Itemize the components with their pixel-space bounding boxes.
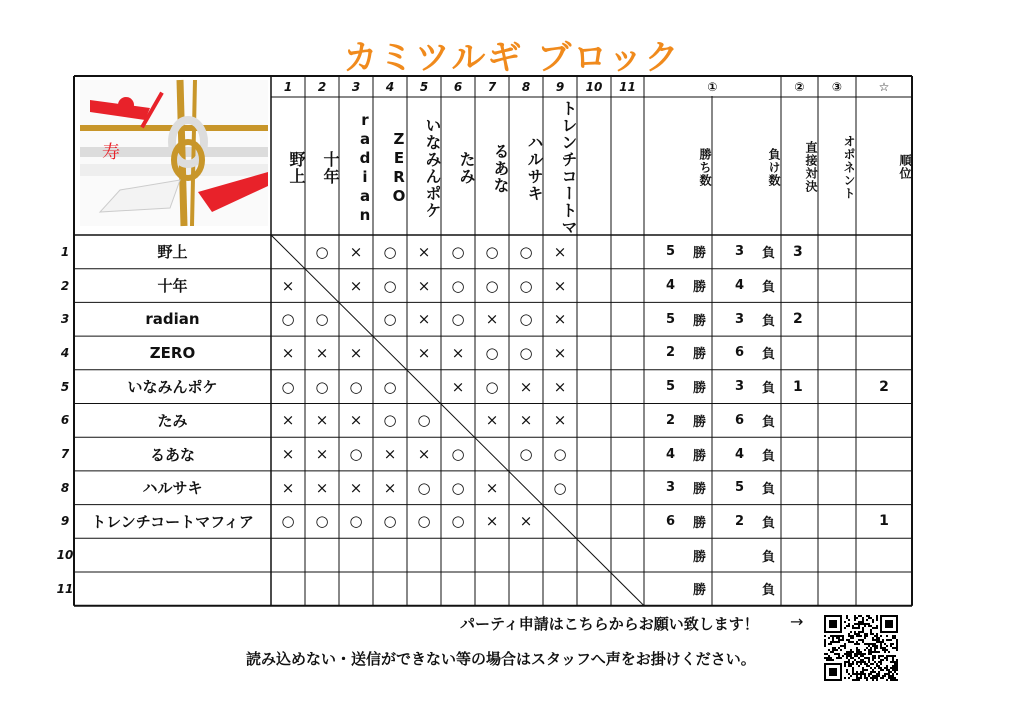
match-result-cell[interactable] xyxy=(271,235,305,269)
losses-cell xyxy=(712,370,781,404)
match-result-cell[interactable]: ○ xyxy=(315,310,329,329)
match-result-cell[interactable]: ○ xyxy=(281,377,295,396)
header-wins: 勝ち数 xyxy=(698,147,712,187)
wins-count: 5 xyxy=(665,311,675,327)
match-result-cell[interactable] xyxy=(407,538,441,572)
losses-cell xyxy=(712,235,781,269)
match-result-cell[interactable]: ○ xyxy=(383,242,397,261)
wins-unit: 勝 xyxy=(692,313,706,329)
column-header-player: 十年 xyxy=(321,151,340,185)
losses-unit: 負 xyxy=(761,381,775,397)
losses-count: 6 xyxy=(734,345,744,361)
match-result-cell[interactable]: ○ xyxy=(417,478,431,497)
match-result-cell[interactable]: × xyxy=(553,242,567,261)
wins-cell xyxy=(644,269,712,303)
match-result-cell[interactable]: × xyxy=(349,242,363,261)
row-number: 6 xyxy=(60,413,70,428)
player-name: たみ xyxy=(157,411,188,430)
wins-count: 2 xyxy=(665,345,675,361)
match-result-cell[interactable]: ○ xyxy=(383,276,397,295)
match-result-cell[interactable] xyxy=(509,471,543,505)
match-result-cell[interactable]: × xyxy=(417,310,431,329)
match-result-cell[interactable]: × xyxy=(383,445,397,464)
opponent-cell[interactable] xyxy=(818,235,856,269)
losses-unit: 負 xyxy=(761,482,775,498)
column-header-player: たみ xyxy=(457,151,476,185)
opponent-cell[interactable] xyxy=(818,505,856,539)
row-number: 11 xyxy=(56,581,74,596)
row-number: 10 xyxy=(56,548,74,563)
match-result-cell[interactable] xyxy=(305,538,339,572)
match-result-cell[interactable]: ○ xyxy=(519,242,533,261)
losses-unit: 負 xyxy=(761,448,775,464)
wins-cell xyxy=(644,370,712,404)
match-result-cell[interactable]: ○ xyxy=(383,411,397,430)
opponent-cell[interactable] xyxy=(818,572,856,606)
match-result-cell[interactable] xyxy=(611,269,644,303)
rank-cell[interactable] xyxy=(856,538,912,572)
match-result-cell[interactable]: ○ xyxy=(519,276,533,295)
staff-notice-text: 読み込めない・送信ができない等の場合はスタッフへ声をお掛けください。 xyxy=(246,650,756,668)
column-number: 8 xyxy=(521,79,531,94)
match-result-cell[interactable] xyxy=(305,572,339,606)
losses-count: 2 xyxy=(734,513,744,529)
losses-cell xyxy=(712,471,781,505)
direct-match-cell[interactable] xyxy=(781,404,818,438)
row-number: 7 xyxy=(60,447,70,462)
match-result-cell[interactable] xyxy=(407,370,441,404)
header-opponent: オポネント xyxy=(842,134,856,200)
match-result-cell[interactable]: ○ xyxy=(519,310,533,329)
direct-match-cell[interactable]: 2 xyxy=(793,311,803,328)
match-result-cell[interactable]: × xyxy=(315,343,329,362)
match-result-cell[interactable]: ○ xyxy=(349,512,363,531)
column-header-player: 野上 xyxy=(287,151,306,185)
opponent-cell[interactable] xyxy=(818,302,856,336)
match-result-cell[interactable]: × xyxy=(349,343,363,362)
match-result-cell[interactable]: × xyxy=(519,512,533,531)
rank-cell[interactable] xyxy=(856,269,912,303)
match-result-cell[interactable]: ○ xyxy=(281,310,295,329)
header-losses: 負け数 xyxy=(767,147,781,187)
match-result-cell[interactable] xyxy=(475,538,509,572)
rank-cell[interactable] xyxy=(856,572,912,606)
match-result-cell[interactable]: × xyxy=(417,343,431,362)
summary-number-opponent: ③ xyxy=(831,79,843,94)
wins-cell xyxy=(644,471,712,505)
column-number: 2 xyxy=(317,79,327,94)
row-number: 4 xyxy=(60,345,70,360)
match-result-cell[interactable]: × xyxy=(281,445,295,464)
column-number: 4 xyxy=(385,79,395,94)
opponent-cell[interactable] xyxy=(818,370,856,404)
rank-cell[interactable] xyxy=(856,437,912,471)
match-result-cell[interactable]: × xyxy=(451,377,465,396)
wins-count: 4 xyxy=(665,446,675,462)
match-result-cell[interactable] xyxy=(577,505,611,539)
match-result-cell[interactable] xyxy=(407,572,441,606)
match-result-cell[interactable]: ○ xyxy=(383,310,397,329)
opponent-cell[interactable] xyxy=(818,538,856,572)
wins-cell xyxy=(644,437,712,471)
match-result-cell[interactable] xyxy=(543,538,577,572)
summary-number-wins-losses: ① xyxy=(707,79,718,94)
column-header-player: いなみんポケ xyxy=(423,117,442,219)
losses-cell xyxy=(712,437,781,471)
match-result-cell[interactable] xyxy=(543,572,577,606)
direct-match-cell[interactable] xyxy=(781,437,818,471)
rank-cell[interactable] xyxy=(856,336,912,370)
wins-unit: 勝 xyxy=(692,448,706,464)
losses-unit: 負 xyxy=(761,515,775,531)
wins-count: 6 xyxy=(665,513,675,529)
wins-unit: 勝 xyxy=(692,414,706,430)
losses-count: 3 xyxy=(734,379,744,395)
losses-count: 3 xyxy=(734,311,744,327)
direct-match-cell[interactable] xyxy=(781,336,818,370)
match-result-cell[interactable]: × xyxy=(281,276,295,295)
match-result-cell[interactable]: × xyxy=(519,411,533,430)
match-result-cell[interactable]: × xyxy=(349,276,363,295)
match-result-cell[interactable]: ○ xyxy=(451,445,465,464)
match-result-cell[interactable]: ○ xyxy=(383,377,397,396)
player-name xyxy=(74,572,271,606)
wins-cell xyxy=(644,505,712,539)
match-result-cell[interactable] xyxy=(543,505,577,539)
match-result-cell[interactable]: ○ xyxy=(315,377,329,396)
match-result-cell[interactable]: × xyxy=(315,411,329,430)
match-result-cell[interactable]: × xyxy=(485,478,499,497)
losses-unit: 負 xyxy=(761,549,775,565)
match-result-cell[interactable] xyxy=(611,336,644,370)
column-number: 6 xyxy=(453,79,463,94)
summary-number-rank: ☆ xyxy=(878,79,890,94)
match-result-cell[interactable]: ○ xyxy=(553,445,567,464)
match-result-cell[interactable] xyxy=(509,538,543,572)
opponent-cell[interactable] xyxy=(818,336,856,370)
match-result-cell[interactable] xyxy=(577,336,611,370)
wins-unit: 勝 xyxy=(692,515,706,531)
match-result-cell[interactable]: × xyxy=(315,478,329,497)
match-result-cell[interactable] xyxy=(577,437,611,471)
wins-unit: 勝 xyxy=(692,583,706,599)
match-result-cell[interactable]: × xyxy=(349,411,363,430)
opponent-cell[interactable] xyxy=(818,404,856,438)
match-result-cell[interactable]: × xyxy=(315,445,329,464)
match-result-cell[interactable]: ○ xyxy=(485,276,499,295)
wins-cell xyxy=(644,538,712,572)
direct-match-cell[interactable] xyxy=(781,505,818,539)
direct-match-cell[interactable] xyxy=(781,471,818,505)
player-name: ハルサキ xyxy=(142,479,203,498)
match-result-cell[interactable] xyxy=(373,336,407,370)
column-header-player xyxy=(612,103,643,233)
row-number: 9 xyxy=(60,514,70,529)
direct-match-cell[interactable] xyxy=(781,572,818,606)
match-result-cell[interactable] xyxy=(611,538,644,572)
player-name: トレンチコートマフィア xyxy=(91,512,254,531)
wins-count: 4 xyxy=(665,278,675,294)
direct-match-cell[interactable]: 3 xyxy=(793,243,803,260)
match-result-cell[interactable] xyxy=(475,437,509,471)
match-result-cell[interactable] xyxy=(577,302,611,336)
match-result-cell[interactable]: ○ xyxy=(315,242,329,261)
match-result-cell[interactable]: ○ xyxy=(349,445,363,464)
match-result-cell[interactable] xyxy=(611,235,644,269)
losses-cell xyxy=(712,269,781,303)
match-result-cell[interactable]: ○ xyxy=(451,276,465,295)
match-result-cell[interactable] xyxy=(305,269,339,303)
losses-cell xyxy=(712,336,781,370)
match-result-cell[interactable] xyxy=(339,302,373,336)
match-result-cell[interactable] xyxy=(611,302,644,336)
row-number: 2 xyxy=(60,278,70,293)
row-number: 5 xyxy=(60,379,70,394)
header-rank: 順位 xyxy=(898,154,912,180)
wins-count: 5 xyxy=(665,379,675,395)
player-name: 野上 xyxy=(157,243,188,262)
column-header-player: radian xyxy=(356,111,374,225)
losses-count: 5 xyxy=(734,480,744,496)
player-name xyxy=(74,538,271,572)
header-direct-match: 直接対決 xyxy=(804,141,818,193)
column-number: 7 xyxy=(487,79,497,94)
match-result-cell[interactable]: ○ xyxy=(519,343,533,362)
losses-cell xyxy=(712,302,781,336)
losses-unit: 負 xyxy=(761,280,775,296)
match-result-cell[interactable]: ○ xyxy=(485,377,499,396)
rank-cell[interactable]: 2 xyxy=(879,378,889,395)
match-result-cell[interactable]: ○ xyxy=(315,512,329,531)
losses-unit: 負 xyxy=(761,347,775,363)
player-name: いなみんポケ xyxy=(127,378,218,397)
match-result-cell[interactable]: ○ xyxy=(553,478,567,497)
wins-cell xyxy=(644,235,712,269)
match-result-cell[interactable]: ○ xyxy=(451,242,465,261)
match-result-cell[interactable]: × xyxy=(281,478,295,497)
player-name: ZERO xyxy=(149,343,196,362)
match-result-cell[interactable] xyxy=(373,538,407,572)
qr-code-icon[interactable] xyxy=(824,615,898,681)
row-number: 1 xyxy=(60,244,70,259)
column-number: 9 xyxy=(555,79,565,94)
match-result-cell[interactable]: ○ xyxy=(383,512,397,531)
match-result-cell[interactable] xyxy=(339,538,373,572)
match-result-cell[interactable]: × xyxy=(281,343,295,362)
match-result-cell[interactable]: × xyxy=(417,242,431,261)
match-result-cell[interactable] xyxy=(441,572,475,606)
match-result-cell[interactable] xyxy=(475,572,509,606)
column-number: 5 xyxy=(419,79,429,94)
rank-cell[interactable]: 1 xyxy=(879,513,889,530)
match-result-cell[interactable] xyxy=(577,538,611,572)
party-request-text: パーティ申請はこちらからお願い致します！ xyxy=(460,615,759,633)
match-result-cell[interactable] xyxy=(373,572,407,606)
column-header-player xyxy=(578,103,610,233)
match-result-cell[interactable] xyxy=(611,404,644,438)
match-result-cell[interactable]: × xyxy=(553,377,567,396)
summary-number-direct: ② xyxy=(794,79,805,94)
match-result-cell[interactable] xyxy=(577,235,611,269)
match-result-cell[interactable]: ○ xyxy=(417,512,431,531)
opponent-cell[interactable] xyxy=(818,437,856,471)
column-header-player: トレンチコートマ xyxy=(559,100,578,236)
match-result-cell[interactable] xyxy=(611,437,644,471)
match-result-cell[interactable]: × xyxy=(383,478,397,497)
losses-unit: 負 xyxy=(761,414,775,430)
losses-cell xyxy=(712,404,781,438)
match-result-cell[interactable]: × xyxy=(553,310,567,329)
match-result-cell[interactable]: ○ xyxy=(485,242,499,261)
match-result-cell[interactable]: ○ xyxy=(451,310,465,329)
match-result-cell[interactable]: × xyxy=(485,411,499,430)
losses-count: 4 xyxy=(734,446,744,462)
match-result-cell[interactable] xyxy=(611,572,644,606)
wins-unit: 勝 xyxy=(692,280,706,296)
losses-count: 6 xyxy=(734,412,744,428)
wins-unit: 勝 xyxy=(692,482,706,498)
player-name: 十年 xyxy=(157,277,188,296)
column-number: 3 xyxy=(351,79,361,94)
column-number: 10 xyxy=(585,79,603,94)
match-result-cell[interactable] xyxy=(577,370,611,404)
column-number: 1 xyxy=(283,79,293,94)
match-result-cell[interactable]: × xyxy=(485,512,499,531)
match-result-cell[interactable] xyxy=(611,471,644,505)
direct-match-cell[interactable]: 1 xyxy=(793,378,803,395)
wins-cell xyxy=(644,302,712,336)
match-result-cell[interactable]: ○ xyxy=(485,343,499,362)
losses-unit: 負 xyxy=(761,246,775,262)
losses-unit: 負 xyxy=(761,583,775,599)
wins-unit: 勝 xyxy=(692,347,706,363)
wins-cell xyxy=(644,572,712,606)
match-result-cell[interactable]: × xyxy=(417,445,431,464)
logo-kotobuki-icon: 寿 xyxy=(102,142,120,163)
match-result-cell[interactable] xyxy=(509,572,543,606)
match-result-cell[interactable] xyxy=(441,404,475,438)
row-number: 3 xyxy=(60,312,70,327)
losses-unit: 負 xyxy=(761,313,775,329)
match-result-cell[interactable]: × xyxy=(349,478,363,497)
losses-count: 4 xyxy=(734,278,744,294)
rank-cell[interactable] xyxy=(856,235,912,269)
wins-count: 3 xyxy=(665,480,675,496)
direct-match-cell[interactable] xyxy=(781,269,818,303)
player-name: るあな xyxy=(149,445,195,464)
match-result-cell[interactable]: ○ xyxy=(417,411,431,430)
match-result-cell[interactable] xyxy=(611,370,644,404)
opponent-cell[interactable] xyxy=(818,471,856,505)
rank-cell[interactable] xyxy=(856,471,912,505)
column-header-player: ハルサキ xyxy=(525,134,544,202)
match-result-cell[interactable] xyxy=(441,538,475,572)
arrow-right-icon: → xyxy=(790,612,804,631)
column-number: 11 xyxy=(619,79,636,94)
match-result-cell[interactable] xyxy=(611,505,644,539)
match-result-cell[interactable]: × xyxy=(485,310,499,329)
row-number: 8 xyxy=(60,480,70,495)
opponent-cell[interactable] xyxy=(818,269,856,303)
match-result-cell[interactable]: ○ xyxy=(519,445,533,464)
match-result-cell[interactable] xyxy=(271,538,305,572)
match-result-cell[interactable]: ○ xyxy=(281,512,295,531)
match-result-cell[interactable]: × xyxy=(553,411,567,430)
column-header-player: ZERO xyxy=(390,130,408,206)
match-result-cell[interactable] xyxy=(271,572,305,606)
column-header-player: るあな xyxy=(491,142,510,194)
losses-cell xyxy=(712,538,781,572)
wins-unit: 勝 xyxy=(692,549,706,565)
rank-cell[interactable] xyxy=(856,404,912,438)
match-result-cell[interactable] xyxy=(339,572,373,606)
match-result-cell[interactable]: ○ xyxy=(451,512,465,531)
wins-cell xyxy=(644,336,712,370)
losses-cell xyxy=(712,572,781,606)
match-result-cell[interactable] xyxy=(577,404,611,438)
wins-count: 5 xyxy=(665,244,675,260)
match-result-cell[interactable]: × xyxy=(281,411,295,430)
match-result-cell[interactable]: × xyxy=(553,276,567,295)
match-result-cell[interactable] xyxy=(577,471,611,505)
wins-count: 2 xyxy=(665,412,675,428)
losses-count: 3 xyxy=(734,244,744,260)
match-result-cell[interactable] xyxy=(577,572,611,606)
losses-cell xyxy=(712,505,781,539)
match-result-cell[interactable]: × xyxy=(553,343,567,362)
match-result-cell[interactable]: ○ xyxy=(349,377,363,396)
match-result-cell[interactable]: × xyxy=(451,343,465,362)
direct-match-cell[interactable] xyxy=(781,538,818,572)
wins-unit: 勝 xyxy=(692,246,706,262)
page-title: カミツルギ ブロック xyxy=(343,38,681,78)
wins-cell xyxy=(644,404,712,438)
wins-unit: 勝 xyxy=(692,381,706,397)
rank-cell[interactable] xyxy=(856,302,912,336)
player-name: radian xyxy=(145,310,200,329)
match-result-cell[interactable]: × xyxy=(519,377,533,396)
match-result-cell[interactable] xyxy=(577,269,611,303)
match-result-cell[interactable]: ○ xyxy=(451,478,465,497)
match-result-cell[interactable]: × xyxy=(417,276,431,295)
